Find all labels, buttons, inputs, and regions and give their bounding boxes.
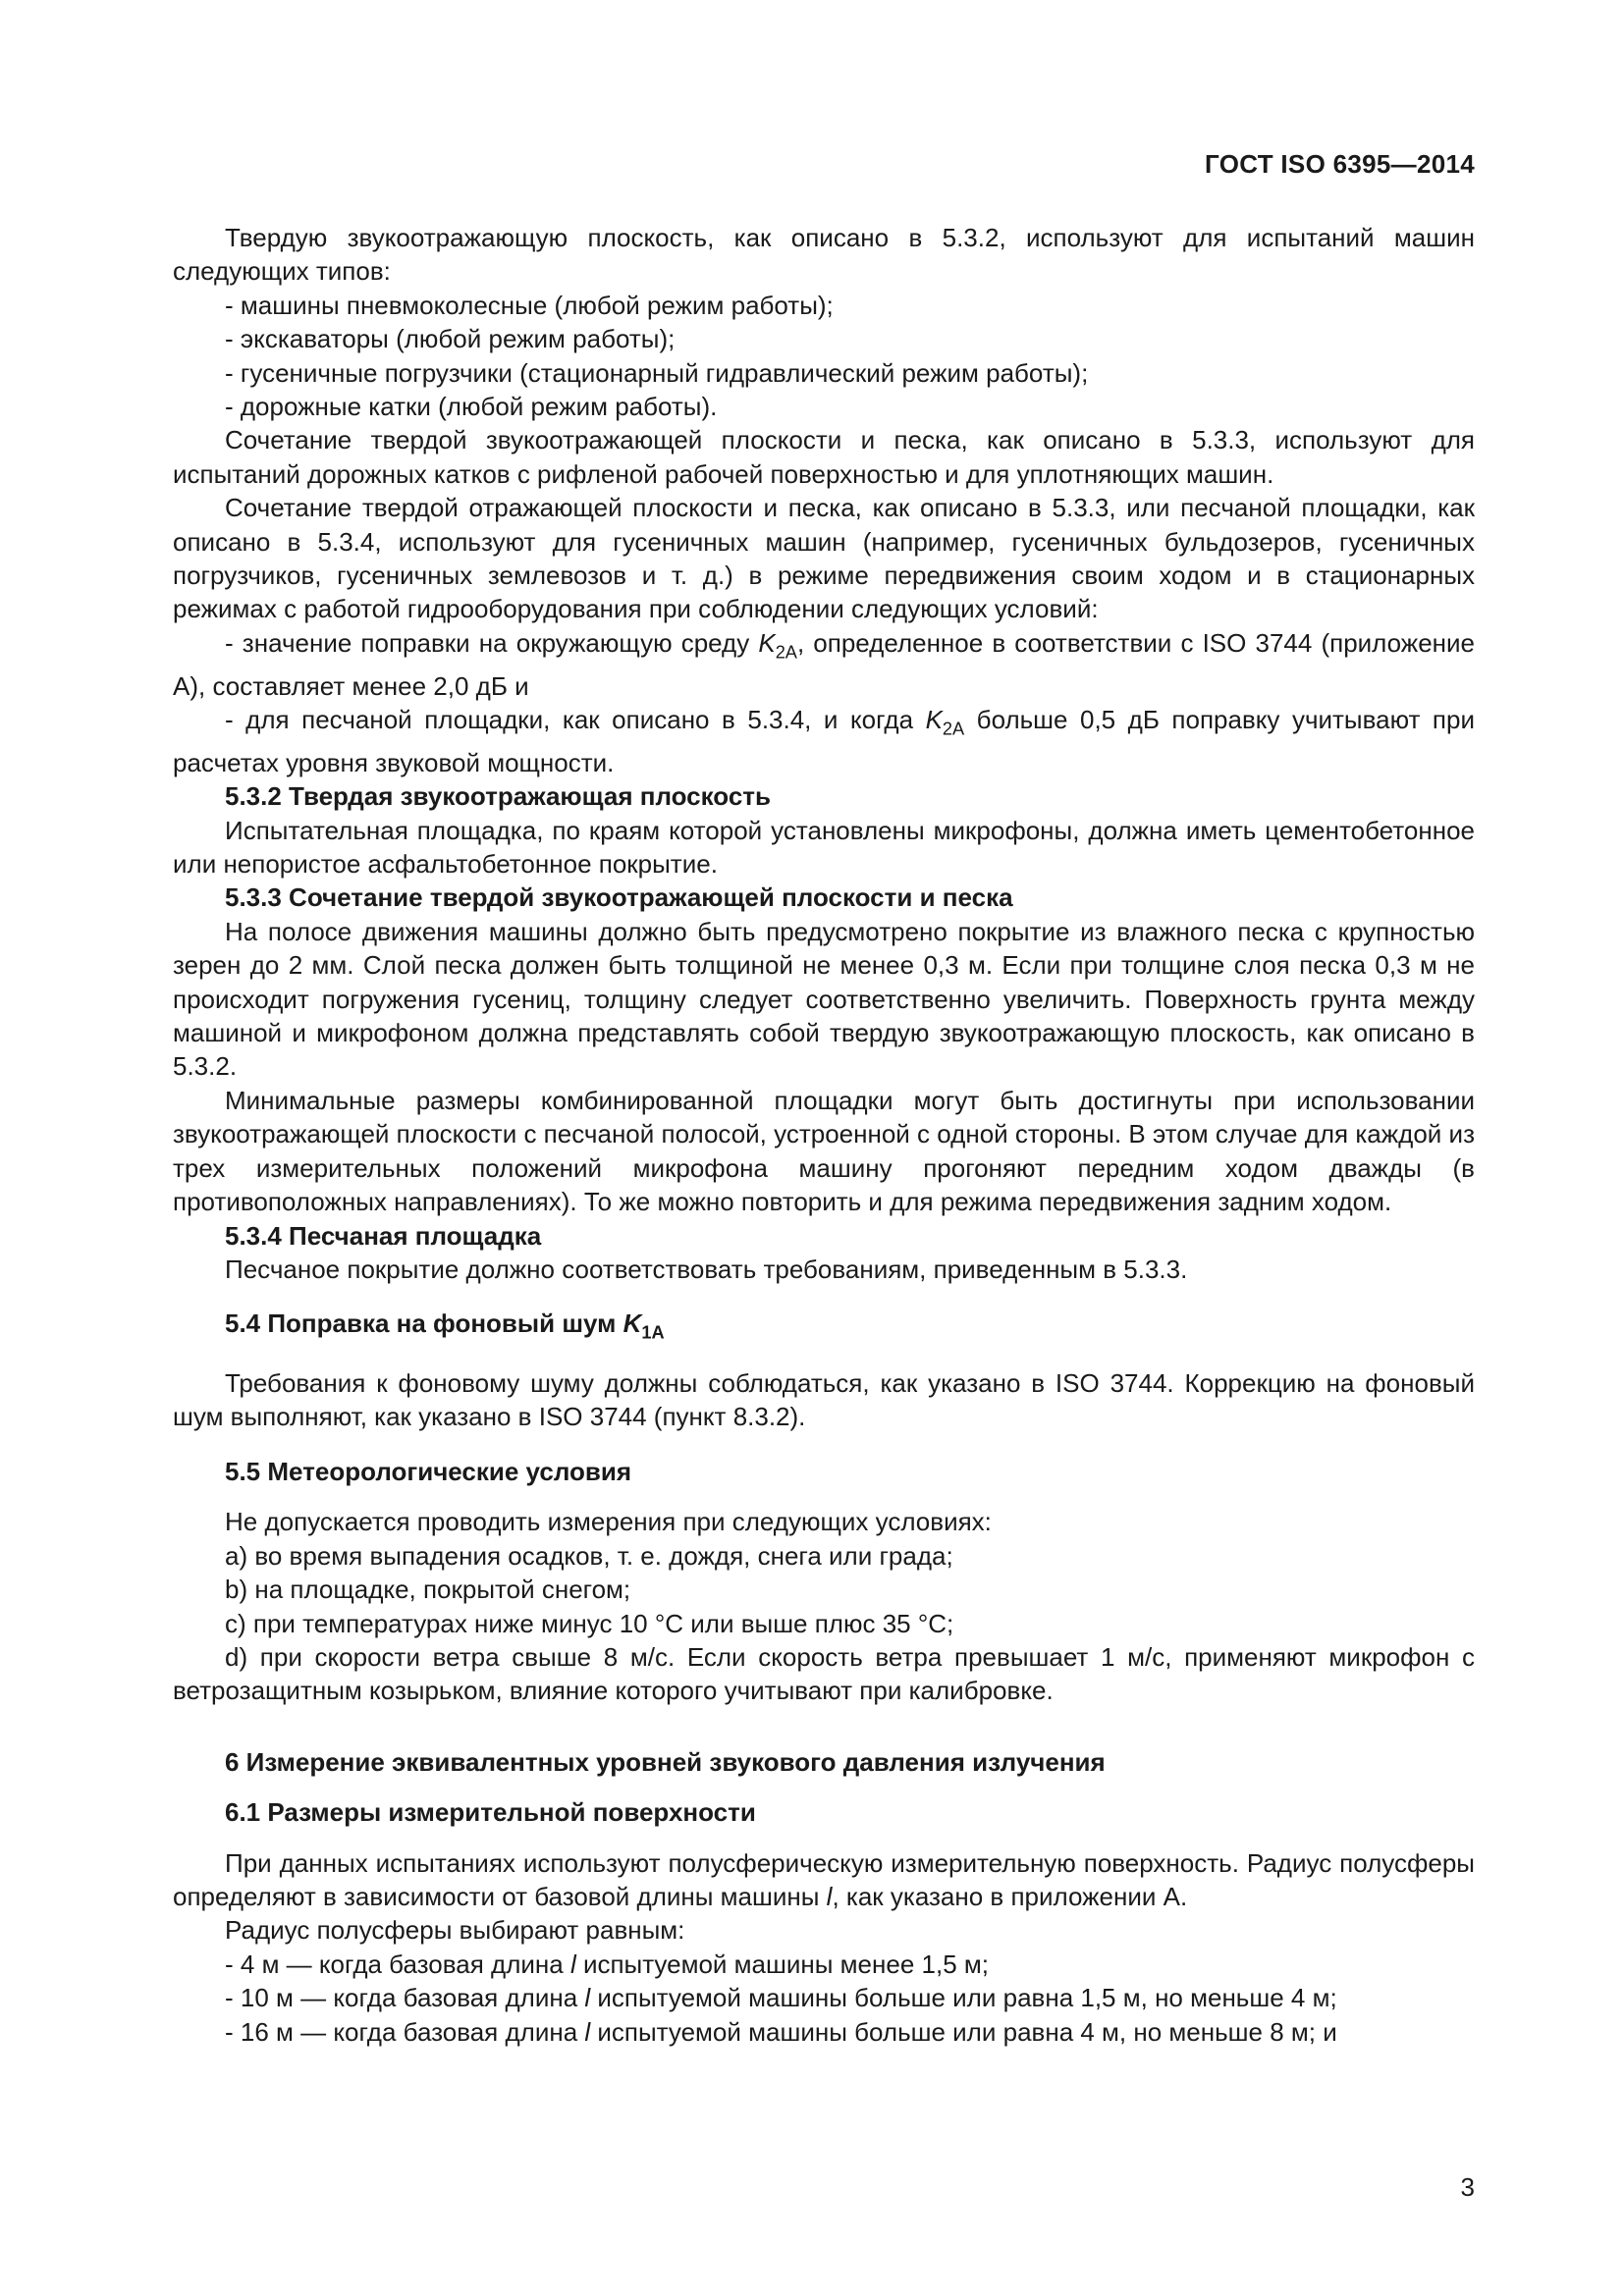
list-item: - экскаваторы (любой режим работы);: [225, 324, 676, 354]
list-item: - гусеничные погрузчики (стационарный гидравлический режим работы);: [225, 357, 1089, 388]
paragraph: Минимальные размеры комбинированной площадки могут быть достигнуты при использовании звукоотражающей плоскости с песчаной полосой, устроенной с одной стороны. В этом случае для каждой из трех измерительных положений микрофона машину прогоняют передним ходом дважды (в противоположных направлениях). То же можно повторить и для режима передвижения задним ходом.: [173, 1085, 1475, 1217]
list-item: c) при температурах ниже минус 10 °С или выше плюс 35 °С;: [225, 1608, 954, 1638]
list-item: - 10 м — когда базовая длина l испытуемой машины больше или равна 1,5 м, но меньше 4 м;: [225, 1983, 1337, 2013]
chapter-heading-6: 6 Измерение эквивалентных уровней звукового давления излучения: [225, 1746, 1106, 1777]
paragraph: При данных испытаниях используют полусферическую измерительную поверхность. Радиус полусферы определяют в зависимости от базовой длины машины l, как указано в приложении А.: [173, 1847, 1475, 1911]
section-heading-5-4: 5.4 Поправка на фоновый шум $K_{1A}$: [225, 1308, 665, 1343]
list-item: - дорожные катки (любой режим работы).: [225, 392, 718, 422]
section-heading-5-3-2: 5.3.2 Твердая звукоотражающая плоскость: [225, 781, 772, 812]
paragraph: Сочетание твердой звукоотражающей плоскости и песка, как описано в 5.3.3, используют для испытаний дорожных катков с рифленой рабочей поверхностью и для уплотняющих машин.: [173, 425, 1475, 489]
paragraph: Сочетание твердой отражающей плоскости и песка, как описано в 5.3.3, или песчаной площадки, как описано в 5.3.4, используют для гусеничных машин (например, гусеничных бульдозеров, гусеничных погрузчиков, гусеничных землевозов и т. д.) в режиме передвижения своим ходом и в стационарных режимах с работой гидрооборудования при соблюдении следующих условий:: [173, 493, 1475, 624]
symbol-k1a: $K_{1A}$: [623, 1308, 665, 1343]
paragraph: На полосе движения машины должно быть предусмотрено покрытие из влажного песка с крупностью зерен до 2 мм. Слой песка должен быть толщиной не менее 0,3 м. Если при толщине слоя песка 0,3 м не происходит погружения гусениц, толщину следует соответственно увеличить. Поверхность грунта между машиной и микрофоном должна представлять собой твердую звукоотражающую плоскость, как описано в 5.3.2.: [173, 916, 1475, 1082]
list-item: d) при скорости ветра свыше 8 м/с. Если скорость ветра превышает 1 м/с, применяют микрофон с ветрозащитным козырьком, влияние которого учитывают при калибровке.: [173, 1641, 1475, 1706]
paragraph: Радиус полусферы выбирают равным:: [225, 1915, 685, 1946]
symbol-k2a: $K_{2A}$: [758, 627, 797, 663]
symbol-k2a: $K_{2A}$: [925, 705, 965, 739]
paragraph: Твердую звукоотражающую плоскость, как описано в 5.3.2, используют для испытаний машин следующих типов:: [173, 223, 1475, 287]
list-item: a) во время выпадения осадков, т. е. дождя, снега или града;: [225, 1540, 953, 1571]
section-heading-6-1: 6.1 Размеры измерительной поверхности: [225, 1797, 756, 1828]
section-heading-5-3-3: 5.3.3 Сочетание твердой звукоотражающей плоскости и песка: [225, 882, 1013, 913]
document-body: [173, 221, 1475, 2049]
document-header: ГОСТ ISO 6395—2014: [1205, 149, 1475, 179]
paragraph: Испытательная площадка, по краям которой установлены микрофоны, должна иметь цементобетонное или непористое асфальтобетонное покрытие.: [173, 815, 1475, 880]
list-item: - 4 м — когда базовая длина l испытуемой машины менее 1,5 м;: [225, 1949, 989, 1979]
list-item: - 16 м — когда базовая длина l испытуемой машины больше или равна 4 м, но меньше 8 м; и: [225, 2016, 1337, 2047]
list-item: - машины пневмоколесные (любой режим работы);: [225, 290, 834, 320]
list-item: b) на площадке, покрытой снегом;: [225, 1575, 631, 1605]
paragraph: Требования к фоновому шуму должны соблюдаться, как указано в ISO 3744. Коррекцию на фоновый шум выполняют, как указано в ISO 3744 (пункт 8.3.2).: [173, 1368, 1475, 1432]
condition-item: - значение поправки на окружающую среду $K_{2A}$, определенное в соответствии с ISO 3744 (приложение А), составляет менее 2,0 дБ и: [173, 627, 1475, 701]
paragraph: Песчаное покрытие должно соответствовать требованиям, приведенным в 5.3.3.: [225, 1254, 1188, 1284]
paragraph: Не допускается проводить измерения при следующих условиях:: [225, 1507, 992, 1537]
section-heading-5-5: 5.5 Метеорологические условия: [225, 1456, 632, 1486]
section-heading-5-3-4: 5.3.4 Песчаная площадка: [225, 1220, 542, 1251]
page-number: 3: [1460, 2172, 1475, 2202]
condition-item: - для песчаной площадки, как описано в 5.3.4, и когда $K_{2A}$ больше 0,5 дБ поправку учитывают при расчетах уровня звуковой мощности.: [173, 705, 1475, 777]
